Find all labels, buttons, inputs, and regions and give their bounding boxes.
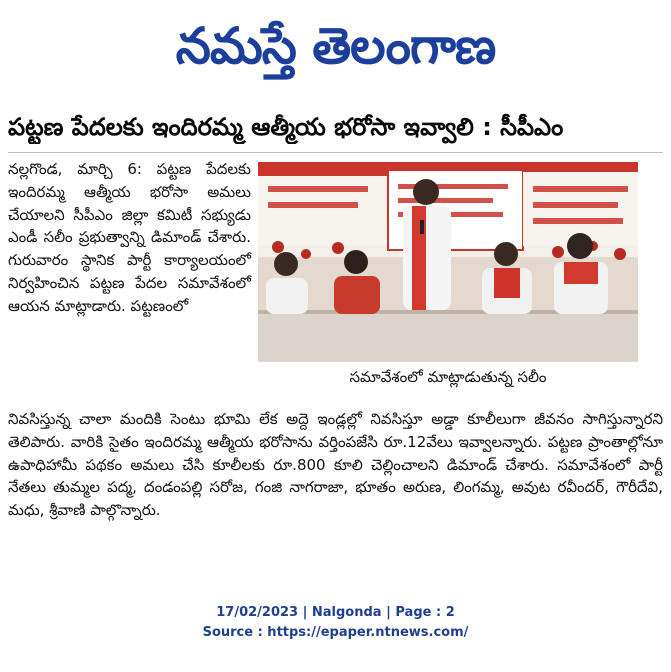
article-headline: పట్టణ పేదలకు ఇందిరమ్మ ఆత్మీయ భరోసా ఇవ్వాలి : సీపీఎం [8,113,564,141]
newspaper-title: నమస్తే తెలంగాణ [175,17,496,75]
headline-divider [8,152,663,153]
footer-date-line: 17/02/2023 | Nalgonda | Page : 2 [216,605,455,620]
article-body-bottom: నివసిస్తున్న చాలా మందికి సెంటు భూమి లేక అద్దె ఇండ్లల్లో నివసిస్తూ అడ్డా కూలీలుగా జీవనం సాగిస్తున్నారని తెలిపారు. వారికి సైతం ఇందిరమ్మ ఆత్మీయ భరోసాను వర్తింపజేసి రూ.12వేలు ఇవ్వాలన్నారు. పట్టణ ప్రాంతాల్లోనూ ఉపాధిహామీ పథకం అమలు చేసి కూలీలకు రూ.800 కూలి చెల్లించాలని డిమాండ్ చేశారు. సమావేశంలో పార్టీ నేతలు తుమ్మల పద్మ, దండంపల్లి సరోజ, గంజి నాగరాజా, భూతం అరుణ, లింగమ్మ, అవుట రవీందర్, గౌరీదేవి, మధు, శ్రీవాణి పాల్గొన్నారు. [8,410,663,520]
article-body-top: నల్లగొండ, మార్చి 6: పట్టణ పేదలకు ఇందిరమ్మ ఆత్మీయ భరోసా అమలు చేయాలని సీపీఎం జిల్లా కమిటీ సభ్యుడు ఎండీ సలీం ప్రభుత్వాన్ని డిమాండ్ చేశారు. గురువారం స్థానిక పార్టీ కార్యాలయంలో నిర్వహించిన పట్టణ పేదల సమావేశంలో ఆయన మాట్లాడారు. పట్టణంలో [8,160,251,315]
footer-source-line: Source : https://epaper.ntnews.com/ [202,625,469,640]
masthead [0,6,671,86]
photo-caption: సమావేశంలో మాట్లాడుతున్న సలీం [349,368,547,386]
article-photo [258,162,638,362]
